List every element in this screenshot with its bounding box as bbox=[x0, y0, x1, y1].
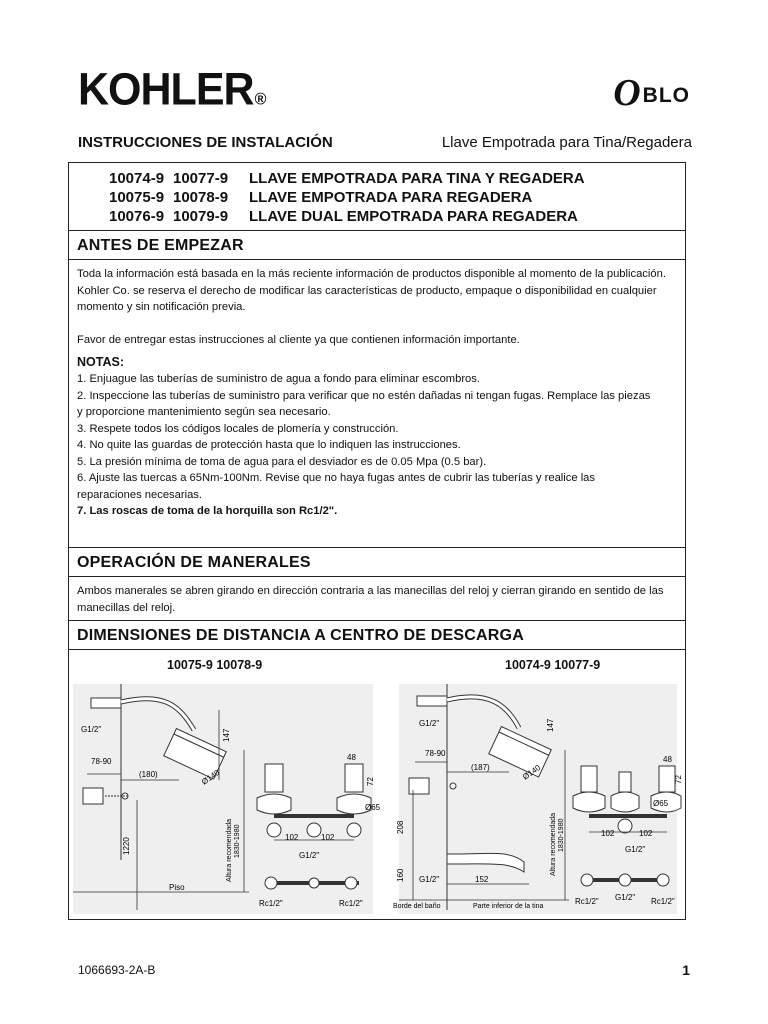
section-heading-dimensiones: DIMENSIONES DE DISTANCIA A CENTRO DE DESCARGA bbox=[68, 620, 686, 650]
label-g12: G1/2" bbox=[625, 845, 646, 854]
diagram-title-left: 10075-9 10078-9 bbox=[167, 658, 263, 672]
label-208: 208 bbox=[396, 820, 405, 834]
note-line: 4. No quite las guardas de protección hasta que lo indiquen las instrucciones. bbox=[77, 439, 461, 451]
label-180: (180) bbox=[139, 770, 158, 779]
escutcheon bbox=[257, 794, 291, 814]
model-code: 10075-9 bbox=[109, 189, 165, 206]
label-altura: Altura recomendada bbox=[226, 818, 233, 882]
model-code: 10078-9 bbox=[173, 189, 229, 206]
note-line: reparaciones necesarias. bbox=[77, 488, 202, 501]
rc-fitting bbox=[581, 874, 593, 886]
label-72: 72 bbox=[674, 775, 683, 784]
label-102: 102 bbox=[639, 829, 653, 838]
section-body-operacion bbox=[68, 577, 686, 621]
model-code: 10074-9 bbox=[109, 170, 165, 187]
registered-mark: ® bbox=[254, 91, 266, 109]
valve-stem bbox=[450, 783, 456, 789]
rc-fitting bbox=[265, 877, 277, 889]
model-code: 10079-9 bbox=[173, 208, 229, 225]
label-147: 147 bbox=[546, 718, 555, 732]
page-number: 1 bbox=[682, 962, 690, 978]
rc-fitting bbox=[345, 877, 357, 889]
label-140: Ø140 bbox=[520, 763, 543, 782]
model-row bbox=[109, 207, 685, 226]
label-borde: Borde del baño bbox=[393, 903, 441, 910]
label-g12: G1/2" bbox=[299, 851, 320, 860]
label-160: 160 bbox=[396, 868, 405, 882]
label-102: 102 bbox=[321, 833, 335, 842]
intro-line: Toda la información está basada en la más reciente información de productos disponible al momento de la publicación. bbox=[77, 268, 666, 280]
note-line: y proporcione mantenimiento según sea necesario. bbox=[77, 406, 331, 418]
label-rc: Rc1/2" bbox=[259, 899, 283, 908]
inlet bbox=[307, 823, 321, 837]
line-name: BLO bbox=[642, 84, 690, 107]
note-line-bold: 7. Las roscas de toma de la horquilla son Rc1/2". bbox=[77, 505, 338, 517]
label-rc: Rc1/2" bbox=[575, 897, 599, 906]
model-description: LLAVE EMPOTRADA PARA REGADERA bbox=[249, 189, 533, 206]
intro-line: Kohler Co. se reserva el derecho de modificar las características de producto, empaque o disponibilidad en cualquier bbox=[77, 284, 657, 297]
model-description: LLAVE EMPOTRADA PARA TINA Y REGADERA bbox=[249, 170, 585, 187]
note-line: 2. Inspeccione las tuberías de suministro para verificar que no estén dañadas ni tengan fugas. Remplace las piezas bbox=[77, 389, 651, 402]
handle-left bbox=[265, 764, 283, 792]
rc-fitting bbox=[309, 878, 319, 888]
note-line: 3. Respete todos los códigos locales de plomería y construcción. bbox=[77, 422, 399, 435]
note-line: 1. Enjuague las tuberías de suministro de agua a fondo para eliminar escombros. bbox=[77, 373, 480, 385]
model-row bbox=[109, 188, 685, 207]
label-102: 102 bbox=[601, 829, 615, 838]
label-72: 72 bbox=[366, 777, 375, 786]
model-code: 10077-9 bbox=[173, 170, 229, 187]
inlet bbox=[267, 823, 281, 837]
models-box bbox=[68, 162, 686, 230]
escutcheon bbox=[573, 792, 605, 812]
shower-flange bbox=[417, 696, 447, 706]
label-altura-range: 1830-1980 bbox=[234, 824, 241, 858]
title-row bbox=[78, 134, 692, 151]
kohler-logo bbox=[78, 65, 265, 116]
valve-body bbox=[409, 778, 429, 794]
note-line: 5. La presión mínima de toma de agua para el desviador es de 0.05 Mpa (0.5 bar). bbox=[77, 455, 487, 468]
label-1220: 1220 bbox=[122, 837, 131, 855]
label-g12: G1/2" bbox=[81, 725, 102, 734]
label-140: Ø140 bbox=[199, 768, 222, 787]
rc-fitting bbox=[657, 874, 669, 886]
label-g12: G1/2" bbox=[615, 893, 636, 902]
label-rc: Rc1/2" bbox=[651, 897, 675, 906]
dimensions-diagram bbox=[68, 650, 686, 920]
label-152: 152 bbox=[475, 875, 489, 884]
label-parte: Parte inferior de la tina bbox=[473, 903, 544, 910]
operation-line: manecillas del reloj. bbox=[77, 601, 176, 614]
drawing-panel-left bbox=[73, 684, 373, 914]
diagram-title-right: 10074-9 10077-9 bbox=[505, 658, 601, 672]
brand-name: KOHLER bbox=[78, 64, 254, 116]
intro-line: momento y sin notificación previa. bbox=[77, 301, 246, 313]
model-code: 10076-9 bbox=[109, 208, 165, 225]
product-line-logo bbox=[613, 72, 690, 114]
label-187: (187) bbox=[471, 763, 490, 772]
inlet bbox=[618, 819, 632, 833]
deliver-note: Favor de entregar estas instrucciones al cliente ya que contienen información importante. bbox=[77, 333, 520, 346]
label-48: 48 bbox=[663, 755, 672, 764]
model-description: LLAVE DUAL EMPOTRADA PARA REGADERA bbox=[249, 208, 578, 225]
label-48: 48 bbox=[347, 753, 356, 762]
label-piso: Piso bbox=[169, 883, 185, 892]
label-102: 102 bbox=[285, 833, 299, 842]
valve-body bbox=[83, 788, 103, 804]
label-altura: Altura recomendada bbox=[550, 812, 557, 876]
technical-drawing bbox=[69, 650, 684, 918]
section-heading-operacion: OPERACIÓN DE MANERALES bbox=[68, 547, 686, 577]
document-number: 1066693-2A-B bbox=[78, 963, 156, 977]
label-65: Ø65 bbox=[653, 799, 669, 808]
label-altura-range: 1830-1980 bbox=[558, 818, 565, 852]
rc-fitting bbox=[619, 874, 631, 886]
inlet bbox=[347, 823, 361, 837]
operation-line: Ambos manerales se abren girando en dirección contraria a las manecillas del reloj y cierran girando en sentido de las bbox=[77, 585, 664, 597]
label-g12: G1/2" bbox=[419, 875, 440, 884]
notes-title: NOTAS: bbox=[77, 355, 124, 369]
label-rc: Rc1/2" bbox=[339, 899, 363, 908]
label-78-90: 78-90 bbox=[425, 749, 446, 758]
handle-left bbox=[581, 766, 597, 792]
note-line: 6. Ajuste las tuercas a 65Nm-100Nm. Revise que no haya fugas antes de cubrir las tuberías y realice las bbox=[77, 472, 596, 484]
label-147: 147 bbox=[222, 728, 231, 742]
product-title: Llave Empotrada para Tina/Regadera bbox=[441, 134, 692, 151]
shower-flange bbox=[91, 698, 121, 708]
escutcheon bbox=[611, 792, 639, 812]
handle-right bbox=[345, 764, 363, 792]
label-78-90: 78-90 bbox=[91, 757, 112, 766]
section-body-antes bbox=[68, 260, 686, 548]
diverter-handle bbox=[619, 772, 631, 792]
model-row bbox=[109, 169, 685, 188]
line-initial: O bbox=[613, 72, 641, 114]
section-heading-antes: ANTES DE EMPEZAR bbox=[68, 230, 686, 260]
handle-right bbox=[659, 766, 675, 792]
label-65: Ø65 bbox=[365, 803, 381, 812]
label-g12: G1/2" bbox=[419, 719, 440, 728]
doc-title: INSTRUCCIONES DE INSTALACIÓN bbox=[78, 134, 333, 151]
